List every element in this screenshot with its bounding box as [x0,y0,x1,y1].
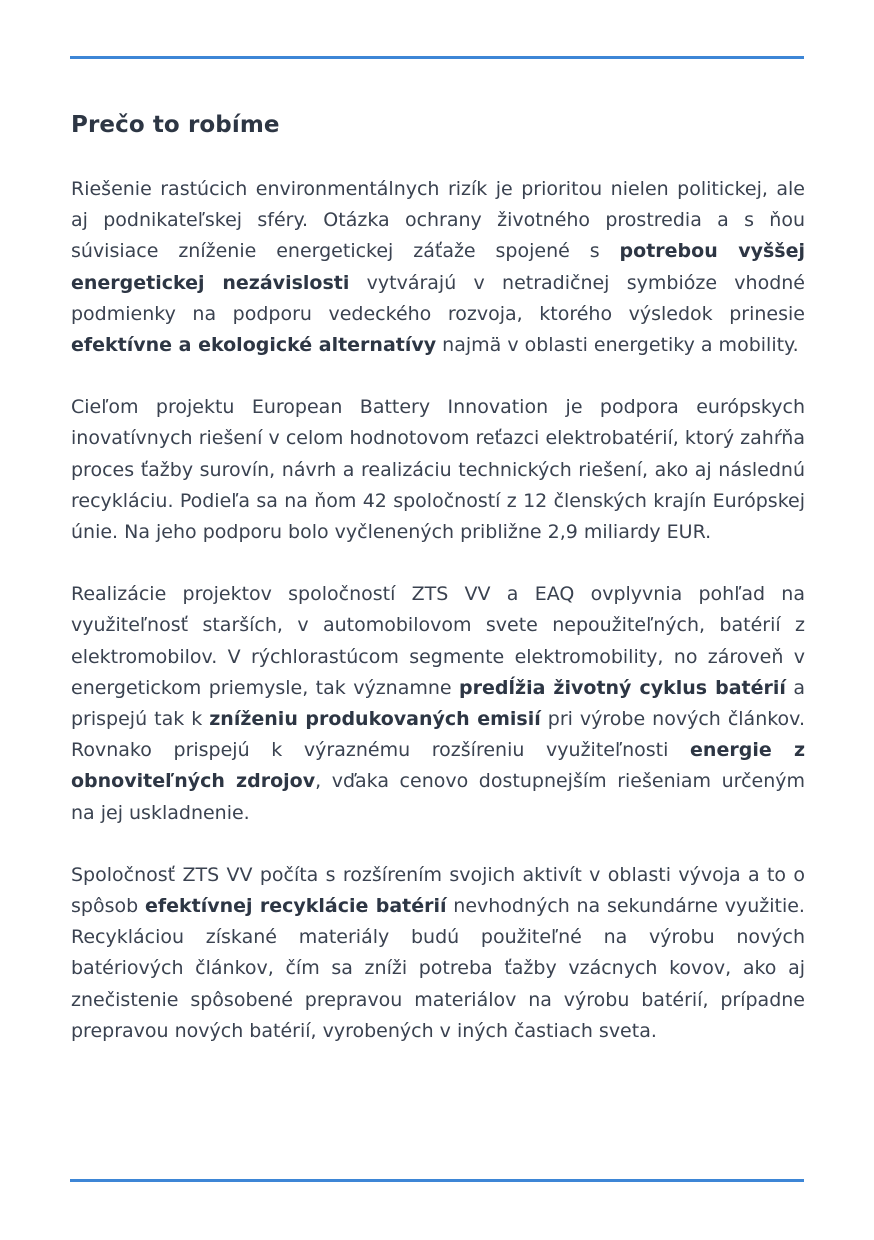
section-heading: Prečo to robíme [71,112,280,138]
paragraph-2 [71,392,805,548]
body-text: najmä v oblasti energetiky a mobility. [436,334,799,357]
body-text: a prispejú tak k [71,676,805,731]
body-text: , vďaka cenovo dostupnejším riešeniam určeným na jej uskladnenie. [71,770,805,824]
body-text: vytvárajú v netradičnej symbióze vhodné podmienky na podporu vedeckého rozvoja, ktorého výsledok prinesie [71,271,805,325]
emphasis-text: efektívne a ekologické alternatívy [71,334,437,357]
emphasis-text: efektívnej recyklácie batérií [144,895,447,918]
bottom-divider [70,1179,804,1182]
emphasis-text: energie z obnoviteľných zdrojov [71,739,806,793]
body-text: Riešenie rastúcich environmentálnych rizík je prioritou nielen politickej, ale aj podnikateľskej sféry. Otázka ochrany životného prostredia a s ňou súvisiace zníženie energetickej záťaže spojené s [71,178,805,263]
body-text: Spoločnosť ZTS VV počíta s rozšírením svojich aktivít v oblasti vývoja a to o spôsob [71,863,805,918]
body-text: Realizácie projektov spoločností ZTS VV a EAQ ovplyvnia pohľad na využiteľnosť starších, v automobilovom svete nepoužiteľných, batérií z elektromobilov. V rýchlorastúcom segmente elektromobility, no zároveň v energetickom priemysle, tak významne [71,583,805,699]
emphasis-text: predĺžia životný cyklus batérií [459,676,786,699]
emphasis-text: zníženiu produkovaných emisií [209,708,541,731]
body-text: pri výrobe nových článkov. Rovnako prispejú k výraznému rozšíreniu využiteľnosti [71,708,805,762]
article [71,112,805,1078]
emphasis-text: potrebou vyššej energetickej nezávislosti [71,240,805,294]
paragraph-4 [71,860,805,1047]
top-divider [70,56,804,59]
body-text: Cieľom projektu European Battery Innovation je podpora európskych inovatívnych riešení v celom hodnotovom reťazci elektrobatérií, ktorý zahŕňa proces ťažby surovín, návrh a realizáciu technických riešení, ako aj následnú recykláciu. Podieľa sa na ňom 42 spoločností z 12 členských krajín Európskej únie. Na jeho podporu bolo vyčlenených približne 2,9 miliardy EUR. [71,396,805,544]
body-text: nevhodných na sekundárne využitie. Recykláciou získané materiály budú použiteľné na výrobu nových batériových článkov, čím sa zníži potreba ťažby vzácnych kovov, ako aj znečistenie spôsobené prepravou materiálov na výrobu batérií, prípadne prepravou nových batérií, vyrobených v iných častiach sveta. [71,895,805,1042]
paragraph-1 [71,174,805,361]
paragraph-3 [71,579,805,829]
